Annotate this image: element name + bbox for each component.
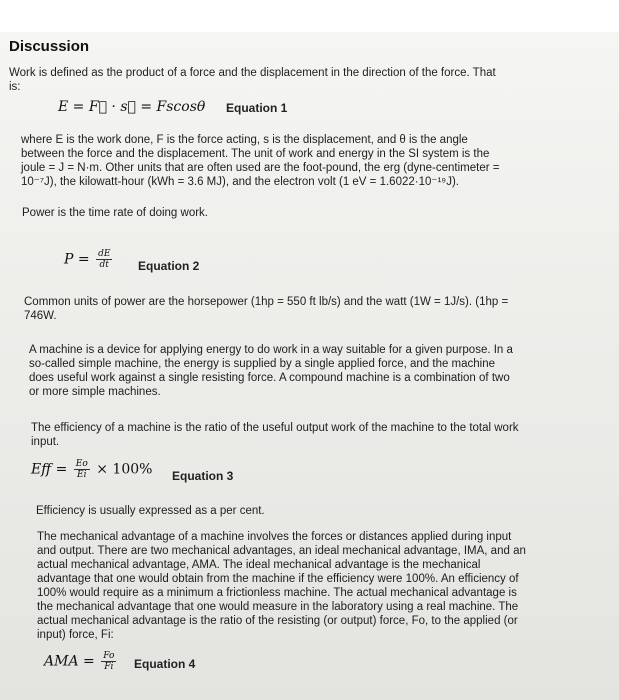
ma-line: actual mechanical advantage is the ratio of the resisting (or output) force, Fo, to the applied (or bbox=[37, 615, 518, 627]
where-line: joule = J = N·m. Other units that are often used are the foot-pound, the erg (dyne-centimeter = bbox=[21, 162, 500, 174]
equation-1-expression: E = F⃗ · s⃗ = Fscosθ bbox=[58, 99, 206, 115]
equation-3 bbox=[31, 459, 152, 480]
ma-line: 100% would require as a minimum a frictionless machine. The actual mechanical advantage is bbox=[37, 587, 517, 599]
equation-4-fraction bbox=[101, 651, 116, 672]
equation-4 bbox=[44, 651, 118, 672]
where-line: 10⁻⁷J), the kilowatt-hour (kWh = 3.6 MJ), and the electron volt (1 eV = 1.6022·10⁻¹⁹J). bbox=[21, 176, 459, 188]
equation-4-denominator: Fi bbox=[104, 662, 114, 672]
ma-line: input) force, Fi: bbox=[37, 629, 114, 641]
top-margin bbox=[0, 0, 619, 32]
equation-3-lhs: Eff = bbox=[31, 461, 68, 478]
percent-note: Efficiency is usually expressed as a per cent. bbox=[36, 505, 265, 517]
intro-line: Work is defined as the product of a force and the displacement in the direction of the force. That bbox=[9, 67, 496, 79]
units-line: 746W. bbox=[24, 310, 57, 322]
machine-line: or more simple machines. bbox=[29, 386, 161, 398]
equation-3-denominator: Ei bbox=[77, 470, 87, 480]
efficiency-line: input. bbox=[31, 436, 60, 448]
where-line: between the force and the displacement. The unit of work and energy in the SI system is the bbox=[21, 148, 490, 160]
ma-line: advantage that one would obtain from the machine if the efficiency were 100%. An efficiency of bbox=[37, 573, 519, 585]
equation-2-numerator: dE bbox=[98, 249, 111, 259]
machine-line: does useful work against a single resisting force. A compound machine is a combination of two bbox=[29, 372, 510, 384]
equation-3-numerator: Eo bbox=[75, 459, 88, 469]
efficiency-line: The efficiency of a machine is the ratio of the useful output work of the machine to the total work bbox=[31, 422, 519, 434]
machine-line: A machine is a device for applying energy to do work in a way suitable for a given purpose. In a bbox=[29, 344, 513, 356]
equation-3-rhs: × 100% bbox=[96, 461, 153, 478]
ma-line: the mechanical advantage that one would measure in the laboratory using a real machine. The bbox=[37, 601, 519, 613]
equation-1-label: Equation 1 bbox=[226, 101, 288, 115]
units-line: Common units of power are the horsepower (1hp = 550 ft lb/s) and the watt (1W = 1J/s). (1hp = bbox=[24, 296, 509, 308]
ma-line: actual mechanical advantage, AMA. The ideal mechanical advantage is the mechanical bbox=[37, 559, 481, 571]
equation-2-denominator: dt bbox=[99, 260, 109, 270]
section-heading: Discussion bbox=[9, 38, 90, 55]
equation-2-fraction bbox=[96, 249, 112, 270]
equation-2 bbox=[64, 249, 114, 270]
equation-3-fraction bbox=[74, 459, 90, 480]
equation-4-numerator: Fo bbox=[103, 651, 115, 661]
machine-line: so-called simple machine, the energy is supplied by a single applied force, and the machine bbox=[29, 358, 496, 370]
equation-2-lhs: P = bbox=[64, 251, 90, 268]
ma-line: and output. There are two mechanical advantages, an ideal mechanical advantage, IMA, and an bbox=[37, 545, 526, 557]
equation-3-label: Equation 3 bbox=[172, 469, 234, 483]
equation-2-label: Equation 2 bbox=[138, 259, 200, 273]
power-definition: Power is the time rate of doing work. bbox=[22, 207, 208, 219]
ma-line: The mechanical advantage of a machine involves the forces or distances applied during input bbox=[37, 531, 512, 543]
equation-4-label: Equation 4 bbox=[134, 657, 196, 671]
where-line: where E is the work done, F is the force acting, s is the displacement, and θ is the angle bbox=[21, 134, 468, 146]
equation-4-lhs: AMA = bbox=[44, 653, 95, 670]
intro-line: is: bbox=[9, 81, 21, 93]
